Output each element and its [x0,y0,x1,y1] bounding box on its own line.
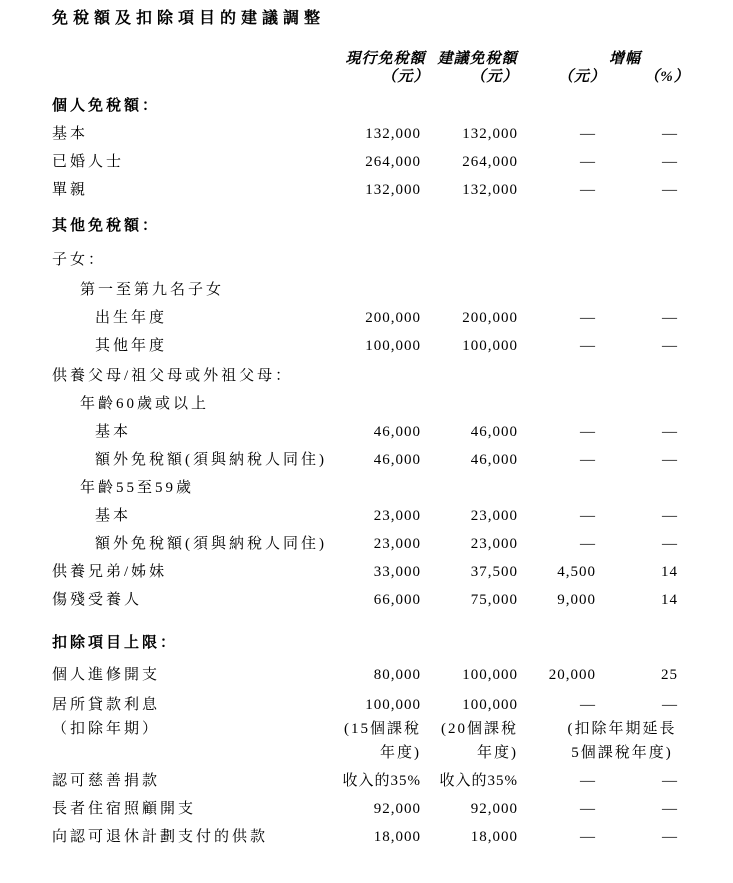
row-label: 基本 [95,508,132,524]
increase-percent-cell: — [662,801,678,817]
current-allowance-cell: 66,000 [373,592,421,608]
increase-amount-cell: — [580,154,596,170]
page-title: 免稅額及扣除項目的建議調整 [52,10,326,27]
increase-amount-cell: — [580,452,596,468]
group-label-row [52,252,678,268]
row-label: 向認可退休計劃支付的供款 [52,829,269,845]
increase-note-line1: (扣除年期延長 [567,721,677,737]
table-row [52,564,678,580]
table-row [52,667,678,683]
current-allowance-cell: 46,000 [373,424,421,440]
group-label-row [52,396,678,412]
increase-percent-cell: — [662,536,678,552]
proposed-allowance-cell: 132,000 [462,126,518,142]
col-header-current-name: 現行免稅額 [345,51,426,67]
row-label: 長者住宿照顧開支 [52,801,197,817]
increase-amount-cell: — [580,773,596,789]
row-label: 傷殘受養人 [52,592,143,608]
increase-percent-cell: — [662,452,678,468]
current-allowance-cell: 100,000 [365,338,421,354]
table-row [52,182,678,198]
table-row [52,424,678,440]
increase-percent-cell: — [662,829,678,845]
increase-percent-cell: — [662,310,678,326]
table-row [52,536,678,552]
col-header-increase-percent-unit: （%） [644,69,690,85]
group-label-row [52,480,678,496]
row-label: 已婚人士 [52,154,125,170]
increase-percent-cell: — [662,126,678,142]
col-header-proposed-unit: （元） [470,69,519,85]
table-row-deduction-years [52,721,678,761]
table-row [52,592,678,608]
increase-percent-cell: — [662,697,678,713]
increase-percent-cell: — [662,773,678,789]
current-allowance-cell: 33,000 [373,564,421,580]
table-row [52,801,678,817]
section-header-row [52,635,678,651]
increase-amount-cell: — [580,182,596,198]
row-label: 出生年度 [95,310,168,326]
proposed-allowance-cell: 37,500 [470,564,518,580]
row-label: 額外免稅額(須與納稅人同住) [95,536,327,552]
increase-amount-cell: — [580,424,596,440]
table-header [52,50,690,86]
group-label-row [52,282,678,298]
table-row [52,697,678,713]
increase-amount-cell: — [580,126,596,142]
col-header-proposed-allowance [421,50,518,86]
col-header-increase-amount-unit: （元） [557,69,606,85]
section-title: 扣除項目上限： [52,635,179,651]
current-allowance-cell: 132,000 [365,126,421,142]
increase-percent-cell: — [662,182,678,198]
increase-amount-cell: — [580,338,596,354]
increase-amount-cell: — [580,310,596,326]
proposed-years-line2: 年度) [477,745,518,761]
current-allowance-cell: 200,000 [365,310,421,326]
increase-amount-cell: 20,000 [548,667,596,683]
increase-amount-cell: — [580,697,596,713]
increase-amount-cell: — [580,536,596,552]
current-years-line1: (15個課稅 [344,721,421,737]
increase-percent-cell: 14 [661,592,678,608]
current-allowance-cell: 23,000 [373,536,421,552]
proposed-years-line1: (20個課稅 [441,721,518,737]
row-label: 單親 [52,182,89,198]
row-label: 第一至第九名子女 [80,282,225,298]
increase-note-cell [518,721,678,761]
proposed-allowance-cell: 46,000 [470,424,518,440]
table-row [52,452,678,468]
col-header-current-unit: （元） [381,69,430,85]
table-row [52,508,678,524]
row-label: 個人進修開支 [52,667,161,683]
increase-percent-cell: — [662,338,678,354]
section-title: 其他免稅額： [52,218,161,234]
increase-amount-cell: — [580,801,596,817]
current-allowance-cell: 80,000 [373,667,421,683]
col-header-increase-units [518,68,690,86]
proposed-allowance-cell: 75,000 [470,592,518,608]
increase-percent-cell: 25 [661,667,678,683]
row-label: 額外免稅額(須與納稅人同住) [95,452,327,468]
row-label: 其他年度 [95,338,168,354]
table-row [52,126,678,142]
increase-amount-cell: 9,000 [557,592,596,608]
current-allowance-cell: 100,000 [365,697,421,713]
current-allowance-cell: 18,000 [373,829,421,845]
proposed-allowance-cell: 200,000 [462,310,518,326]
row-label: 子女： [52,252,107,268]
col-header-increase [518,50,690,86]
current-allowance-cell: 23,000 [373,508,421,524]
increase-percent-cell: — [662,424,678,440]
row-label: 基本 [95,424,132,440]
proposed-allowance-cell: 23,000 [470,536,518,552]
proposed-allowance-cell: 收入的35% [439,773,518,789]
current-allowance-cell: 132,000 [365,182,421,198]
proposed-allowance-cell [421,721,518,761]
increase-percent-cell: 14 [661,564,678,580]
section-header-row [52,218,678,234]
increase-amount-cell: 4,500 [557,564,596,580]
row-label: 認可慈善捐款 [52,773,161,789]
proposed-allowance-cell: 46,000 [470,452,518,468]
increase-percent-cell: — [662,508,678,524]
current-allowance-cell: 92,000 [373,801,421,817]
row-label: （扣除年期） [52,721,161,737]
proposed-allowance-cell: 100,000 [462,667,518,683]
current-years-line2: 年度) [380,745,421,761]
row-label: 基本 [52,126,89,142]
current-allowance-cell: 46,000 [373,452,421,468]
row-label: 供養兄弟/姊妹 [52,564,168,580]
col-header-increase-name: 增幅 [608,51,641,67]
proposed-allowance-cell: 92,000 [470,801,518,817]
proposed-allowance-cell: 132,000 [462,182,518,198]
section-title: 個人免稅額： [52,98,161,114]
col-header-current-allowance [345,50,430,86]
table-row [52,338,678,354]
table-row [52,310,678,326]
table-row [52,773,678,789]
proposed-allowance-cell: 100,000 [462,338,518,354]
row-label: 供養父母/祖父母或外祖父母： [52,368,294,384]
row-label: 年齡55至59歲 [80,480,195,496]
increase-percent-cell: — [662,154,678,170]
proposed-allowance-cell: 23,000 [470,508,518,524]
proposed-allowance-cell: 18,000 [470,829,518,845]
current-allowance-cell: 收入的35% [342,773,421,789]
table-row [52,829,678,845]
group-label-row [52,368,678,384]
increase-amount-cell: — [580,829,596,845]
row-label: 年齡60歲或以上 [80,396,210,412]
current-allowance-cell [344,721,421,761]
section-header-row [52,98,678,114]
row-label: 居所貸款利息 [52,697,161,713]
table-row [52,154,678,170]
col-header-proposed-name: 建議免稅額 [437,51,518,67]
current-allowance-cell: 264,000 [365,154,421,170]
proposed-allowance-cell: 100,000 [462,697,518,713]
increase-amount-cell: — [580,508,596,524]
increase-note-line2: 5個課稅年度) [571,745,673,761]
proposed-allowance-cell: 264,000 [462,154,518,170]
